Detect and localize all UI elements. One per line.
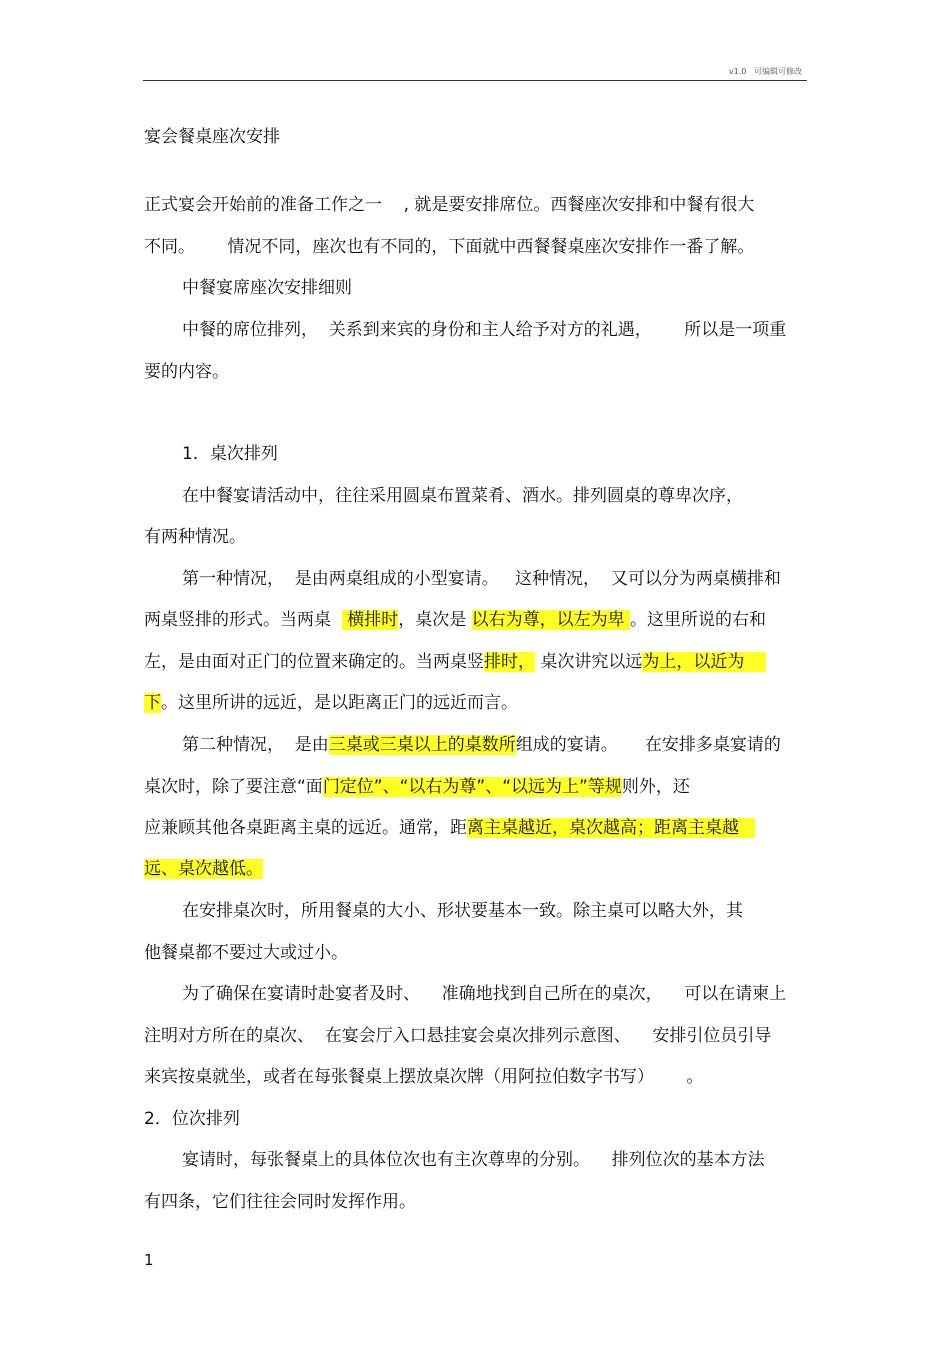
page-number: 1 — [144, 1251, 154, 1269]
text-line — [144, 525, 246, 549]
text-line — [144, 650, 766, 674]
text-line — [144, 235, 754, 259]
text-segment: 桌次讲究以远 — [535, 652, 643, 672]
document-title: 宴会餐桌座次安排 — [144, 127, 280, 147]
text-segment: 在安排桌次时，所用餐桌的大小、形状要基本一致。除主桌可以略大外，其 — [182, 901, 743, 921]
section-heading — [144, 1107, 240, 1131]
text-segment: 有两种情况。 — [144, 527, 246, 547]
text-line — [182, 318, 786, 342]
header-version-text: v1.0 可编辑可修改 — [728, 67, 802, 76]
text-segment: 2．位次排列 — [144, 1109, 240, 1129]
text-line — [144, 360, 229, 384]
text-segment: 桌次时，除了要注意“面 — [144, 777, 323, 797]
text-segment: 应兼顾其他各桌距离主桌的远近。通常，距 — [144, 818, 467, 838]
text-segment: 在中餐宴请活动中，往往采用圆桌布置菜肴、酒水。排列圆桌的尊卑次序， — [182, 486, 743, 506]
highlighted-text: 离主桌越近，桌次越高；距离主桌越 — [467, 818, 756, 838]
text-segment: 。这里所说的右和 — [630, 610, 767, 630]
text-segment: ，桌次是 — [398, 610, 472, 630]
text-segment: 来宾按桌就坐，或者在每张餐桌上摆放桌次牌（用阿拉伯数字书写） 。 — [144, 1067, 704, 1087]
text-segment: 宴请时，每张餐桌上的具体位次也有主次尊卑的分别。 排列位次的基本方法 — [182, 1150, 765, 1170]
section-heading — [182, 442, 278, 466]
text-segment: 为了确保在宴请时赴宴者及时、 准确地找到自己所在的桌次， 可以在请柬上 — [182, 984, 787, 1004]
text-line — [182, 1148, 765, 1172]
text-line — [182, 899, 743, 923]
text-line — [182, 484, 743, 508]
text-segment: 中餐的席位排列， 关系到来宾的身份和主人给予对方的礼遇， 所以是一项重 — [182, 320, 787, 340]
text-segment: 注明对方所在的桌次、 在宴会厅入口悬挂宴会桌次排列示意图、 安排引位员引导 — [144, 1026, 772, 1046]
text-line — [144, 816, 755, 840]
text-line — [144, 857, 263, 881]
text-line — [144, 775, 690, 799]
text-segment: 正式宴会开始前的准备工作之一 , 就是要安排席位。西餐座次安排和中餐有很大 — [144, 195, 755, 215]
highlighted-text: 远、桌次越低。 — [144, 859, 263, 879]
text-segment: 则外，还 — [621, 777, 690, 797]
text-line — [144, 1190, 416, 1214]
text-line — [144, 1024, 771, 1048]
text-segment: 1．桌次排列 — [182, 444, 278, 464]
section-heading — [182, 276, 352, 300]
text-segment: 第一种情况， 是由两桌组成的小型宴请。 这种情况， 又可以分为两桌横排和 — [182, 569, 781, 589]
text-segment: 组成的宴请。 在安排多桌宴请的 — [515, 735, 781, 755]
text-line — [144, 691, 518, 715]
text-line — [144, 1065, 703, 1089]
text-segment: 中餐宴席座次安排细则 — [182, 278, 352, 298]
text-segment: 第二种情况， 是由 — [182, 735, 329, 755]
highlighted-text: 为上，以近为 — [642, 652, 767, 672]
text-segment: 两桌竖排的形式。当两桌 — [144, 610, 342, 630]
highlighted-text: 排时， — [484, 652, 535, 672]
text-segment: 他餐桌都不要过大或过小。 — [144, 943, 348, 963]
highlighted-text: 三桌或三桌以上的桌数所 — [328, 735, 516, 755]
text-line — [182, 982, 786, 1006]
text-line — [144, 941, 348, 965]
text-segment: 左，是由面对正门的位置来确定的。当两桌竖 — [144, 652, 484, 672]
highlighted-text: 横排时 — [341, 610, 399, 630]
text-segment: 不同。 情况不同，座次也有不同的，下面就中西餐餐桌座次安排作一番了解。 — [144, 237, 755, 257]
text-segment: 。这里所讲的远近，是以距离正门的远近而言。 — [161, 693, 518, 713]
text-line — [144, 608, 766, 632]
highlighted-text: 门定位”、“以右为尊”、“以远为上”等规 — [322, 777, 622, 797]
text-line — [182, 733, 781, 757]
text-line — [182, 567, 781, 591]
highlighted-text: 以右为尊，以左为卑 — [471, 610, 631, 630]
text-segment: 要的内容。 — [144, 362, 229, 382]
header-rule — [143, 80, 807, 81]
text-line — [144, 193, 754, 217]
highlighted-text: 下 — [144, 693, 161, 713]
text-segment: 有四条，它们往往会同时发挥作用。 — [144, 1192, 416, 1212]
